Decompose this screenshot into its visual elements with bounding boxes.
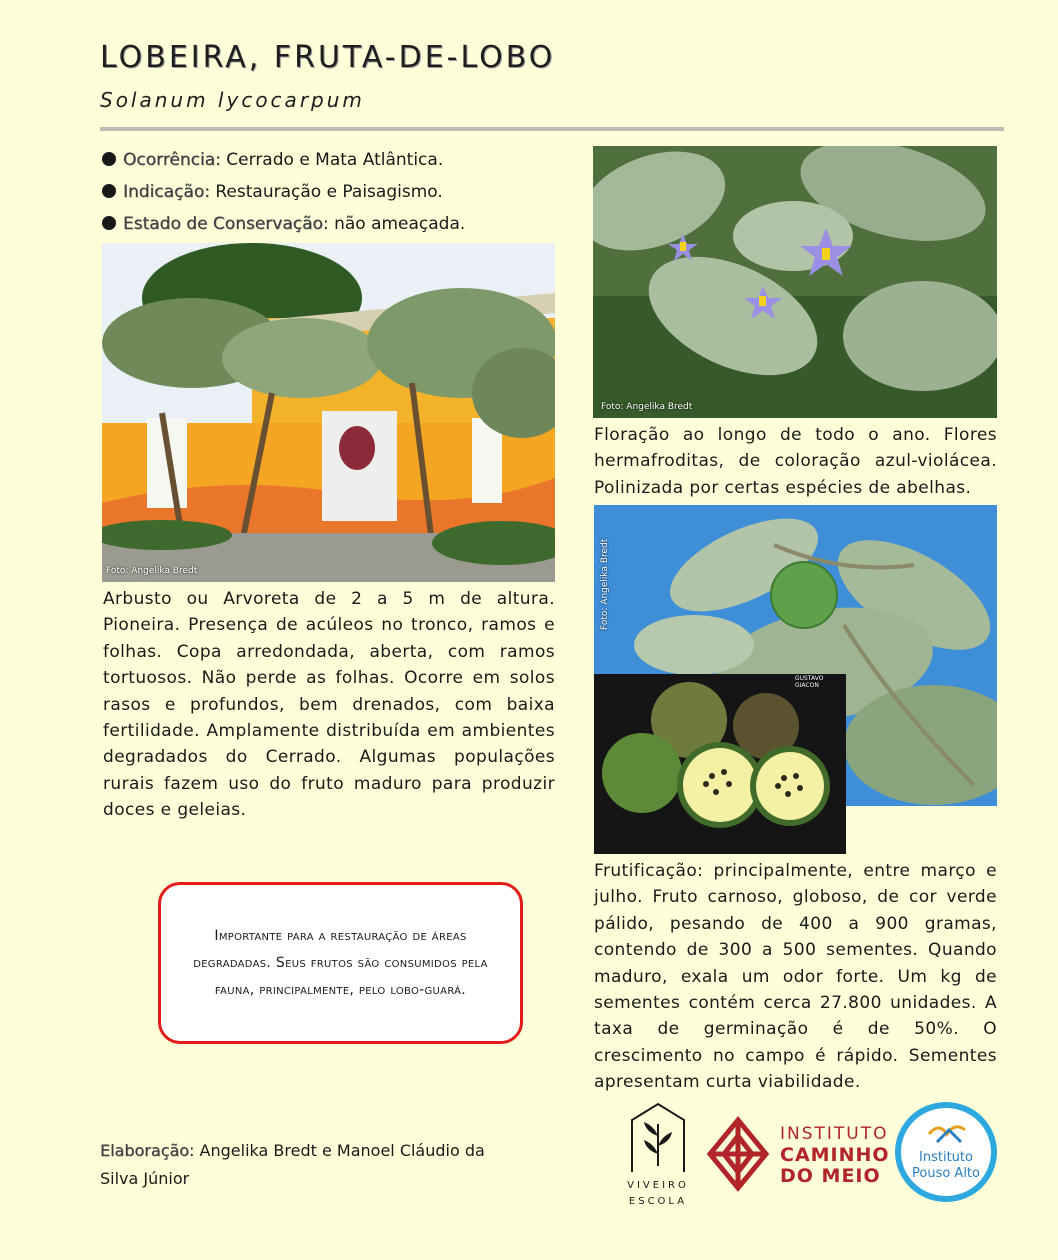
authors-label: Elaboração [100,1141,190,1160]
knot-emblem-icon [706,1116,770,1192]
flowering-text: Floração ao longo de todo o ano. Flores hermafroditas, de coloração azul-violácea. Polinizada por certas espécies de abelhas. [594,425,997,498]
instituto-caminho-do-meio-logo [706,1116,890,1196]
caminho-word: CAMINHO [780,1144,890,1166]
viveiro-word: VIVEIRO [627,1180,689,1191]
photo-credit: Foto: Angelika Bredt [601,402,693,412]
facts-list [102,144,572,240]
viveiro-escola-emblem-icon [618,1102,698,1174]
photo-credit: Foto: Angelika Bredt [600,538,610,630]
pouso-instituto-word: Instituto [919,1150,973,1165]
callout-box [158,882,523,1044]
escola-word: ESCOLA [628,1196,688,1207]
instituto-word: INSTITUTO [780,1124,889,1144]
viveiro-escola-logo [618,1102,698,1207]
flower-photo [593,146,997,418]
title-divider [100,127,1004,131]
description-text: Arbusto ou Arvoreta de 2 a 5 m de altura. Pioneira. Presença de acúleos no tronco, ramos e folhas. Copa arredondada, aberta, com ramos tortuosos. Não perde as folhas. Ocorre em solos rasos e profundos, bem drenados, com baixa fertilidade. Amplamente distribuída em ambientes degradados do Cerrado. Algumas populações rurais fazem uso do fruto maduro para produzir doces e geleias. [103,589,555,821]
photo-credit: GUSTAVO GIACON [795,675,824,689]
page-title: LOBEIRA, FRUTA-DE-LOBO [100,40,556,75]
scientific-name: Solanum lycocarpum [100,88,365,112]
bullet-icon [102,216,116,230]
fact-occurrence [102,144,572,176]
house-photo [102,243,555,582]
bullet-icon [102,184,116,198]
bullet-icon [102,152,116,166]
birds-icon [927,1120,971,1146]
cut-fruit-photo [594,674,846,854]
photo-credit: Foto: Angelika Bredt [106,566,198,576]
fact-label: Indicação: [123,182,210,202]
fact-indication [102,176,572,208]
fact-value: Cerrado e Mata Atlântica. [220,150,444,170]
authors-names: : Angelika Bredt e Manoel Cláudio da Silva Júnior [100,1141,485,1188]
instituto-pouso-alto-logo [895,1102,997,1202]
callout-text: Importante para a restauração de áreas degradadas. Seus frutos são consumidos pela fauna, principalmente, pelo lobo-guará. [193,927,488,998]
fact-label: Ocorrência: [123,150,221,170]
do-meio-word: DO MEIO [780,1165,881,1187]
fact-conservation [102,208,572,240]
fact-value: : não ameaçada. [322,214,466,234]
fruiting-text: Frutificação: principalmente, entre março e julho. Fruto carnoso, globoso, de cor verde pálido, pesando de 400 a 900 gramas, contendo de 300 a 500 sementes. Quando maduro, exala um odor forte. Um kg de sementes contém cerca 27.800 unidades. A taxa de germinação é de 50%. O crescimento no campo é rápido. Sementes apresentam curta viabilidade. [594,861,997,1093]
pouso-alto-word: Pouso Alto [912,1166,980,1181]
fact-value: Restauração e Paisagismo. [209,182,443,202]
authors-credit [100,1137,500,1193]
fact-label: Estado de Conservação [123,214,323,234]
